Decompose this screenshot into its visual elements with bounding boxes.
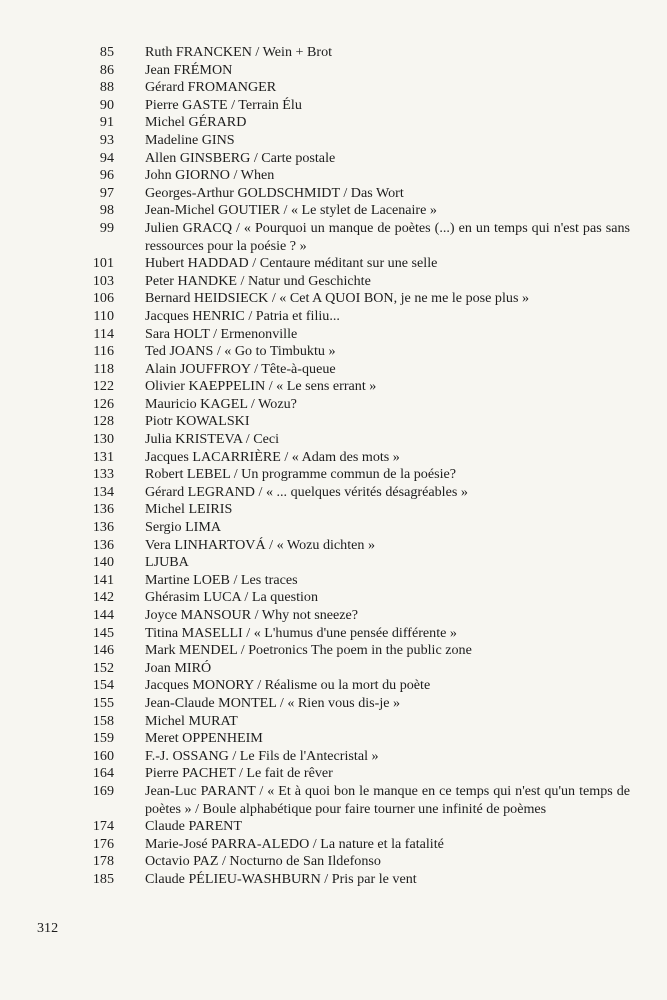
toc-entry: [60, 466, 630, 484]
toc-entry: [60, 695, 630, 713]
toc-entry: [60, 660, 630, 678]
toc-entry: [60, 308, 630, 326]
toc-entry-page-number: 178: [92, 853, 114, 870]
toc-entry-text: Ghérasim LUCA / La question: [145, 589, 319, 606]
toc-entry-page-number: 106: [92, 290, 114, 307]
toc-entry-page-number: 146: [92, 642, 114, 659]
toc-entry-page-number: 159: [92, 730, 114, 747]
toc-entry-text: Jean FRÉMON: [145, 61, 233, 78]
toc-entry-page-number: 169: [92, 782, 114, 799]
toc-entry-text: Vera LINHARTOVÁ / « Wozu dichten »: [145, 536, 375, 553]
toc-entry-page-number: 130: [92, 431, 114, 448]
toc-entry-page-number: 110: [93, 307, 114, 324]
toc-entry: [60, 836, 630, 854]
toc-entry: [60, 537, 630, 555]
toc-entry: [60, 202, 630, 220]
toc-entry: [60, 326, 630, 344]
toc-entry-page-number: 98: [99, 202, 114, 219]
toc-entry: [60, 167, 630, 185]
toc-entry: [60, 748, 630, 766]
toc-entry-page-number: 118: [93, 360, 114, 377]
toc-entry-text: Gérard LEGRAND / « ... quelques vérités désagréables »: [145, 483, 468, 500]
toc-entry-text: Robert LEBEL / Un programme commun de la poésie?: [145, 466, 457, 483]
toc-entry-text: Sergio LIMA: [145, 519, 222, 536]
toc-entry-text: Alain JOUFFROY / Tête-à-queue: [145, 360, 336, 377]
toc-entry-text: F.-J. OSSANG / Le Fils de l'Antecristal »: [145, 747, 379, 764]
table-of-contents: [60, 44, 630, 889]
toc-entry: [60, 765, 630, 783]
toc-entry-text: Octavio PAZ / Nocturno de San Ildefonso: [145, 853, 381, 870]
toc-entry-text: Jacques HENRIC / Patria et filiu...: [145, 307, 340, 324]
toc-entry-page-number: 126: [92, 395, 114, 412]
toc-entry-page-number: 145: [92, 624, 114, 641]
toc-entry-text: Olivier KAEPPELIN / « Le sens errant »: [145, 378, 377, 395]
toc-entry: [60, 449, 630, 467]
toc-entry-page-number: 152: [92, 659, 114, 676]
toc-entry-page-number: 158: [92, 712, 114, 729]
toc-entry-page-number: 116: [93, 343, 114, 360]
toc-entry: [60, 625, 630, 643]
toc-entry-text: Claude PARENT: [145, 818, 242, 835]
toc-entry-text: Claude PÉLIEU-WASHBURN / Pris par le vent: [145, 870, 417, 887]
toc-entry-page-number: 99: [99, 219, 114, 236]
toc-entry-text: Titina MASELLI / « L'humus d'une pensée différente »: [145, 624, 457, 641]
toc-entry: [60, 185, 630, 203]
toc-entry-page-number: 142: [92, 589, 114, 606]
toc-entry-page-number: 174: [92, 818, 114, 835]
toc-entry-text: Jean-Luc PARANT / « Et à quoi bon le manque en ce temps qui n'est qu'un temps de poètes » / Boule alphabétique pour faire tourner une infinité de poèmes: [145, 782, 630, 817]
toc-entry-page-number: 90: [99, 96, 114, 113]
toc-entry-text: John GIORNO / When: [145, 167, 275, 184]
toc-entry-text: Mauricio KAGEL / Wozu?: [145, 395, 297, 412]
toc-entry-text: Ted JOANS / « Go to Timbuktu »: [145, 343, 336, 360]
toc-entry-text: Michel GÉRARD: [145, 114, 247, 131]
toc-entry-text: Piotr KOWALSKI: [145, 413, 250, 430]
toc-entry-text: Jacques MONORY / Réalisme ou la mort du poète: [145, 677, 431, 694]
toc-entry: [60, 62, 630, 80]
toc-entry: [60, 677, 630, 695]
toc-entry-page-number: 122: [92, 378, 114, 395]
toc-entry-text: Peter HANDKE / Natur und Geschichte: [145, 272, 371, 289]
toc-entry-page-number: 96: [99, 167, 114, 184]
toc-entry: [60, 519, 630, 537]
toc-entry: [60, 132, 630, 150]
toc-entry-page-number: 114: [93, 325, 114, 342]
toc-entry-text: Marie-José PARRA-ALEDO / La nature et la fatalité: [145, 835, 444, 852]
toc-entry-page-number: 97: [99, 184, 114, 201]
toc-entry: [60, 413, 630, 431]
toc-entry: [60, 818, 630, 836]
page-number: 312: [37, 920, 59, 936]
toc-entry: [60, 642, 630, 660]
toc-entry: [60, 290, 630, 308]
toc-entry-text: Jean-Claude MONTEL / « Rien vous dis-je »: [145, 694, 401, 711]
toc-entry: [60, 730, 630, 748]
toc-entry: [60, 378, 630, 396]
toc-entry-page-number: 136: [92, 536, 114, 553]
toc-entry: [60, 255, 630, 273]
toc-entry-text: Michel LEIRIS: [145, 501, 233, 518]
toc-entry: [60, 361, 630, 379]
toc-entry-page-number: 144: [92, 607, 114, 623]
toc-entry-text: Hubert HADDAD / Centaure méditant sur une selle: [145, 255, 438, 272]
toc-entry: [60, 396, 630, 414]
toc-entry-text: Meret OPPENHEIM: [145, 730, 263, 747]
toc-entry-page-number: 140: [92, 554, 114, 571]
toc-entry-page-number: 136: [92, 501, 114, 518]
toc-entry: [60, 554, 630, 572]
toc-entry-page-number: 103: [92, 272, 114, 289]
toc-entry-text: Sara HOLT / Ermenonville: [145, 325, 298, 342]
toc-entry-text: Michel MURAT: [145, 712, 238, 729]
toc-entry: [60, 484, 630, 502]
toc-entry-page-number: 131: [92, 448, 114, 465]
toc-entry: [60, 607, 630, 625]
toc-entry: [60, 572, 630, 590]
toc-entry-page-number: 88: [99, 79, 114, 96]
toc-entry-page-number: 101: [92, 255, 114, 272]
toc-entry-text: Gérard FROMANGER: [145, 79, 277, 96]
toc-entry: [60, 220, 630, 255]
toc-entry: [60, 150, 630, 168]
toc-entry-text: Bernard HEIDSIECK / « Cet A QUOI BON, je ne me le pose plus »: [145, 290, 529, 307]
toc-entry: [60, 79, 630, 97]
toc-entry-page-number: 185: [92, 870, 114, 887]
toc-entry: [60, 713, 630, 731]
toc-entry-text: Ruth FRANCKEN / Wein + Brot: [145, 44, 333, 60]
toc-entry-text: Allen GINSBERG / Carte postale: [145, 149, 336, 166]
toc-entry-text: Pierre GASTE / Terrain Élu: [145, 96, 302, 113]
toc-entry-text: Jacques LACARRIÈRE / « Adam des mots »: [145, 448, 400, 465]
toc-entry: [60, 431, 630, 449]
toc-entry: [60, 343, 630, 361]
toc-entry: [60, 501, 630, 519]
toc-entry-page-number: 91: [99, 114, 114, 131]
toc-entry-page-number: 94: [99, 149, 114, 166]
toc-entry: [60, 97, 630, 115]
toc-entry-page-number: 134: [92, 483, 114, 500]
toc-entry-page-number: 133: [92, 466, 114, 483]
toc-entry: [60, 589, 630, 607]
toc-entry-page-number: 128: [92, 413, 114, 430]
toc-entry-text: LJUBA: [145, 554, 189, 571]
toc-entry-text: Joan MIRÓ: [145, 659, 212, 676]
toc-entry-text: Mark MENDEL / Poetronics The poem in the public zone: [145, 642, 472, 659]
toc-entry-page-number: 155: [92, 694, 114, 711]
toc-entry-text: Martine LOEB / Les traces: [145, 571, 298, 588]
toc-entry: [60, 783, 630, 818]
toc-entry: [60, 44, 630, 62]
toc-entry-text: Joyce MANSOUR / Why not sneeze?: [145, 607, 359, 623]
toc-entry-page-number: 154: [92, 677, 114, 694]
toc-entry-text: Jean-Michel GOUTIER / « Le stylet de Lacenaire »: [145, 202, 437, 219]
toc-entry: [60, 114, 630, 132]
toc-entry-text: Julien GRACQ / « Pourquoi un manque de poètes (...) en un temps qui n'est pas sans ressources pour la poésie ? »: [145, 219, 630, 254]
toc-entry-text: Georges-Arthur GOLDSCHMIDT / Das Wort: [145, 184, 404, 201]
toc-entry-text: Pierre PACHET / Le fait de rêver: [145, 765, 333, 782]
toc-entry-page-number: 86: [99, 61, 114, 78]
toc-entry-page-number: 160: [92, 747, 114, 764]
toc-entry: [60, 273, 630, 291]
toc-entry: [60, 853, 630, 871]
toc-entry-text: Madeline GINS: [145, 131, 235, 148]
toc-entry-text: Julia KRISTEVA / Ceci: [145, 431, 280, 448]
toc-entry-page-number: 93: [99, 131, 114, 148]
toc-entry-page-number: 85: [99, 44, 114, 60]
toc-entry-page-number: 176: [92, 835, 114, 852]
toc-entry-page-number: 164: [92, 765, 114, 782]
toc-entry-page-number: 141: [92, 571, 114, 588]
toc-entry: [60, 871, 630, 889]
toc-entry-page-number: 136: [92, 519, 114, 536]
